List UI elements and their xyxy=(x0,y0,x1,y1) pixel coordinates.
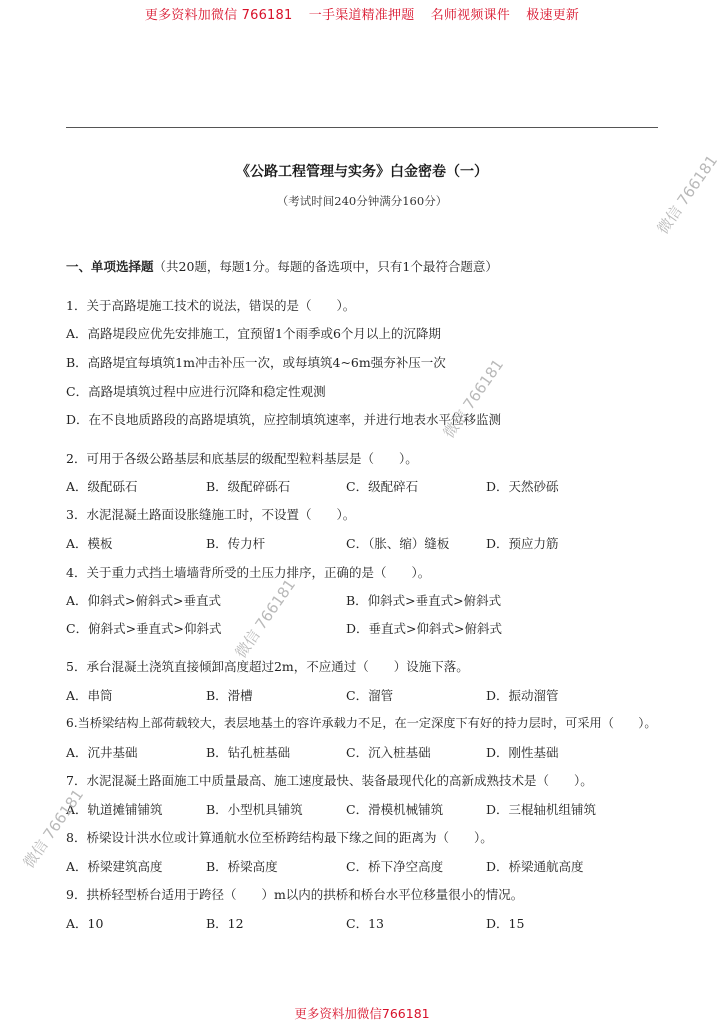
question-option: A．级配砾石 xyxy=(66,479,138,494)
exam-duration: （考试时间240分钟满分160分） xyxy=(276,194,448,208)
banner-item: 名师视频课件 xyxy=(430,8,510,23)
question-option: C．桥下净空高度 xyxy=(346,859,444,874)
watermark: 微信 766181 xyxy=(653,151,722,238)
banner-item: 更多资料加微信 766181 xyxy=(144,8,293,23)
question-option: A．仰斜式>俯斜式>垂直式 xyxy=(66,593,221,608)
question-stem: 8．桥梁设计洪水位或计算通航水位至桥跨结构最下缘之间的距离为（ ）。 xyxy=(66,830,493,845)
banner-item: 极速更新 xyxy=(526,8,580,23)
footer-contact: 更多资料加微信766181 xyxy=(294,1006,430,1021)
section-title: 一、单项选择题 xyxy=(66,259,154,274)
question-option: D．在不良地质路段的高路堤填筑，应控制填筑速率，并进行地表水平位移监测 xyxy=(66,412,502,427)
question-option: D．三棍轴机组铺筑 xyxy=(486,802,597,817)
question-option: A．沉井基础 xyxy=(66,745,138,760)
question-option: C．沉入桩基础 xyxy=(346,745,431,760)
question-option: C．级配碎石 xyxy=(346,479,419,494)
question-option: A．10 xyxy=(66,916,104,931)
question-option: C．溜管 xyxy=(346,688,394,703)
question-option: B．仰斜式>垂直式>俯斜式 xyxy=(346,593,502,608)
question-option: D．振动溜管 xyxy=(486,688,559,703)
question-option: A．串筒 xyxy=(66,688,113,703)
question-option: A．桥梁建筑高度 xyxy=(66,859,163,874)
question-option: C．（胀、缩）缝板 xyxy=(346,536,450,551)
question-option: B．传力杆 xyxy=(206,536,266,551)
page-title: 《公路工程管理与实务》白金密卷（一） xyxy=(236,164,488,180)
question-option: D．垂直式>仰斜式>俯斜式 xyxy=(346,621,502,636)
question-option: B．钻孔桩基础 xyxy=(206,745,291,760)
watermark: 微信 766181 xyxy=(439,355,508,442)
top-banner xyxy=(0,4,724,23)
question-option: B．滑槽 xyxy=(206,688,253,703)
question-option: C．13 xyxy=(346,916,384,931)
banner-item: 一手渠道精准押题 xyxy=(308,8,415,23)
section-heading xyxy=(66,257,498,275)
question-option: D．刚性基础 xyxy=(486,745,559,760)
question-option: C．高路堤填筑过程中应进行沉降和稳定性观测 xyxy=(66,384,326,399)
question-stem: 9．拱桥轻型桥台适用于跨径（ ）m以内的拱桥和桥台水平位移量很小的情况。 xyxy=(66,887,524,902)
question-option: B．小型机具铺筑 xyxy=(206,802,303,817)
section-note: （共20题，每题1分。每题的备选项中，只有1个最符合题意） xyxy=(153,259,498,274)
question-option: B．级配碎砾石 xyxy=(206,479,291,494)
question-option: D．15 xyxy=(486,916,525,931)
question-option: A．轨道摊铺铺筑 xyxy=(66,802,163,817)
question-option: D．天然砂砾 xyxy=(486,479,559,494)
question-stem: 5．承台混凝土浇筑直接倾卸高度超过2m，不应通过（ ）设施下落。 xyxy=(66,659,469,674)
question-option: C．俯斜式>垂直式>仰斜式 xyxy=(66,621,222,636)
question-option: B．12 xyxy=(206,916,244,931)
question-option: A．模板 xyxy=(66,536,113,551)
question-stem: 7．水泥混凝土路面施工中质量最高、施工速度最快、装备最现代化的高新成熟技术是（ ）。 xyxy=(66,773,593,788)
watermark: 微信 766181 xyxy=(19,785,88,872)
question-stem: 1．关于高路堤施工技术的说法，错误的是（ ）。 xyxy=(66,298,356,313)
question-option: B．高路堤宜每填筑1m冲击补压一次，或每填筑4~6m强夯补压一次 xyxy=(66,355,446,370)
question-option: C．滑模机械铺筑 xyxy=(346,802,444,817)
question-stem: 3．水泥混凝土路面设胀缝施工时，不设置（ ）。 xyxy=(66,507,356,522)
question-option: D．预应力筋 xyxy=(486,536,559,551)
question-stem: 6.当桥梁结构上部荷载较大，表层地基土的容许承载力不足，在一定深度下有好的持力层时，可采用（ ）。 xyxy=(66,716,657,730)
question-stem: 2．可用于各级公路基层和底基层的级配型粒料基层是（ ）。 xyxy=(66,451,418,466)
watermark: 微信 766181 xyxy=(231,575,300,662)
question-option: A．高路堤段应优先安排施工，宜预留1个雨季或6个月以上的沉降期 xyxy=(66,326,441,341)
question-option: D．桥梁通航高度 xyxy=(486,859,584,874)
question-stem: 4．关于重力式挡土墙墙背所受的土压力排序，正确的是（ ）。 xyxy=(66,565,431,580)
question-option: B．桥梁高度 xyxy=(206,859,278,874)
header-divider xyxy=(66,127,658,128)
